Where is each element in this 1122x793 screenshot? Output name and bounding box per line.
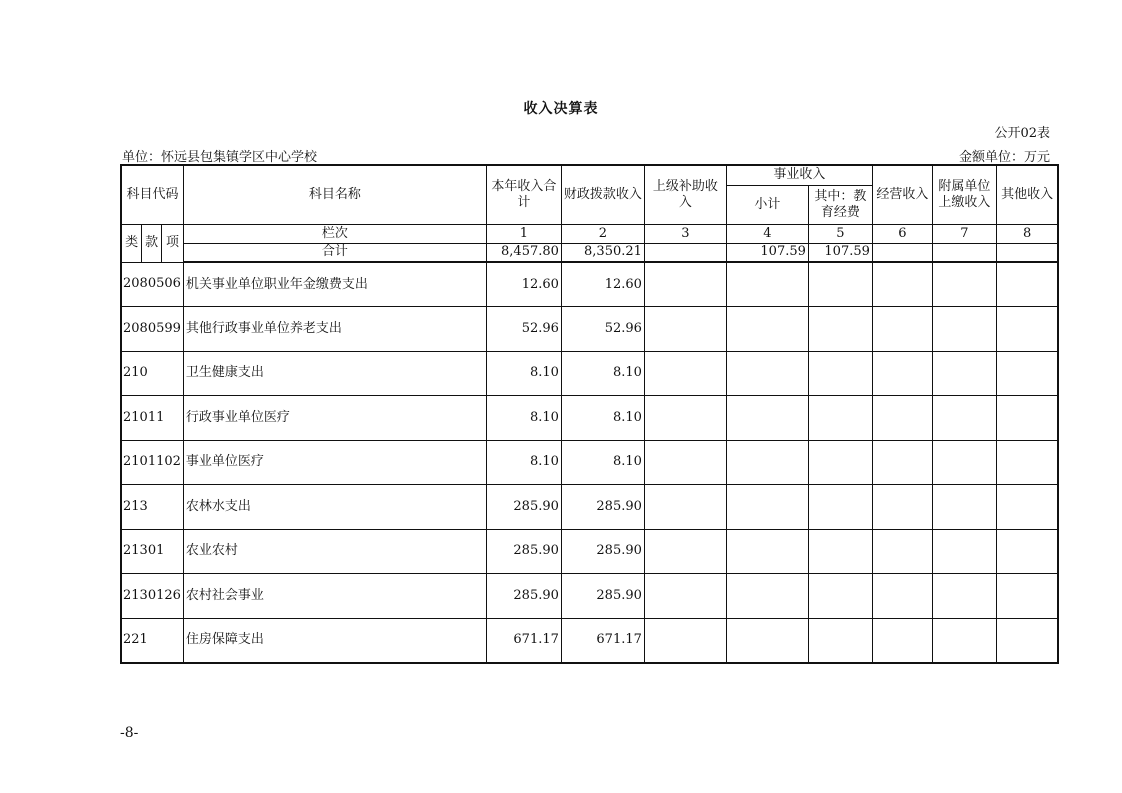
row-empty-cell <box>932 307 996 352</box>
header-superior-subsidy: 上级补助收入 <box>644 165 726 224</box>
col-number: 7 <box>932 224 996 243</box>
row-empty-cell <box>996 529 1058 574</box>
table-row <box>121 529 1058 574</box>
header-item: 款 <box>142 224 162 262</box>
table-row <box>121 618 1058 663</box>
row-total: 52.96 <box>486 307 561 352</box>
col-number: 6 <box>872 224 932 243</box>
total-value: 8,350.21 <box>561 243 644 262</box>
table-row <box>121 440 1058 485</box>
row-total: 285.90 <box>486 485 561 530</box>
row-code: 221 <box>121 618 183 663</box>
row-total: 285.90 <box>486 574 561 619</box>
row-empty-cell <box>932 574 996 619</box>
row-empty-cell <box>726 485 808 530</box>
row-name: 住房保障支出 <box>183 618 486 663</box>
row-empty-cell <box>808 485 872 530</box>
row-empty-cell <box>808 618 872 663</box>
table-row <box>121 485 1058 530</box>
amount-unit-label: 金额单位：万元 <box>958 150 1050 165</box>
header-subtotal: 小计 <box>726 185 808 224</box>
table-row <box>121 307 1058 352</box>
total-value: 107.59 <box>808 243 872 262</box>
row-empty-cell <box>808 574 872 619</box>
header-affiliated: 附属单位上缴收入 <box>932 165 996 224</box>
row-empty-cell <box>644 396 726 441</box>
row-fiscal: 12.60 <box>561 262 644 307</box>
col-number: 3 <box>644 224 726 243</box>
income-report-table <box>120 164 1059 664</box>
form-number: 公开02表 <box>994 126 1050 141</box>
row-empty-cell <box>726 262 808 307</box>
row-empty-cell <box>726 396 808 441</box>
row-empty-cell <box>644 440 726 485</box>
row-fiscal: 671.17 <box>561 618 644 663</box>
row-empty-cell <box>932 529 996 574</box>
col-number: 1 <box>486 224 561 243</box>
row-total: 8.10 <box>486 396 561 441</box>
report-title: 收入决算表 <box>523 101 599 117</box>
row-empty-cell <box>808 351 872 396</box>
row-empty-cell <box>644 307 726 352</box>
row-empty-cell <box>872 396 932 441</box>
row-empty-cell <box>996 485 1058 530</box>
total-value <box>932 243 996 262</box>
total-value: 107.59 <box>726 243 808 262</box>
row-empty-cell <box>996 440 1058 485</box>
row-name: 事业单位医疗 <box>183 440 486 485</box>
row-empty-cell <box>932 396 996 441</box>
row-code: 2080506 <box>121 262 183 307</box>
row-empty-cell <box>808 262 872 307</box>
page-number: -8- <box>120 725 139 741</box>
row-empty-cell <box>644 618 726 663</box>
row-fiscal: 8.10 <box>561 396 644 441</box>
row-empty-cell <box>644 351 726 396</box>
row-empty-cell <box>996 351 1058 396</box>
row-fiscal: 285.90 <box>561 574 644 619</box>
row-total: 8.10 <box>486 351 561 396</box>
header-code: 科目代码 <box>121 165 183 224</box>
row-code: 2130126 <box>121 574 183 619</box>
row-name: 机关事业单位职业年金缴费支出 <box>183 262 486 307</box>
row-name: 农村社会事业 <box>183 574 486 619</box>
row-empty-cell <box>872 618 932 663</box>
row-code: 21301 <box>121 529 183 574</box>
row-code: 21011 <box>121 396 183 441</box>
total-value <box>872 243 932 262</box>
header-edu-fee: 其中：教育经费 <box>808 185 872 224</box>
total-value <box>996 243 1058 262</box>
row-empty-cell <box>872 529 932 574</box>
row-fiscal: 8.10 <box>561 440 644 485</box>
row-empty-cell <box>932 262 996 307</box>
row-empty-cell <box>808 396 872 441</box>
row-empty-cell <box>726 440 808 485</box>
row-empty-cell <box>726 529 808 574</box>
col-number: 4 <box>726 224 808 243</box>
row-empty-cell <box>872 351 932 396</box>
row-total: 8.10 <box>486 440 561 485</box>
row-empty-cell <box>808 440 872 485</box>
row-code: 2080599 <box>121 307 183 352</box>
table-row <box>121 351 1058 396</box>
row-name: 其他行政事业单位养老支出 <box>183 307 486 352</box>
row-empty-cell <box>932 618 996 663</box>
row-empty-cell <box>872 440 932 485</box>
row-fiscal: 285.90 <box>561 485 644 530</box>
header-fiscal: 财政拨款收入 <box>561 165 644 224</box>
unit-label: 单位：怀远县包集镇学区中心学校 <box>122 150 318 165</box>
row-fiscal: 285.90 <box>561 529 644 574</box>
row-empty-cell <box>996 262 1058 307</box>
row-total: 671.17 <box>486 618 561 663</box>
table-row <box>121 574 1058 619</box>
row-empty-cell <box>996 574 1058 619</box>
row-empty-cell <box>872 307 932 352</box>
row-empty-cell <box>932 485 996 530</box>
row-name: 农业农村 <box>183 529 486 574</box>
header-name: 科目名称 <box>183 165 486 224</box>
col-number: 5 <box>808 224 872 243</box>
row-empty-cell <box>808 307 872 352</box>
col-number: 8 <box>996 224 1058 243</box>
row-total: 285.90 <box>486 529 561 574</box>
row-fiscal: 8.10 <box>561 351 644 396</box>
header-total-income: 本年收入合计 <box>486 165 561 224</box>
row-code: 213 <box>121 485 183 530</box>
total-label: 合计 <box>183 243 486 262</box>
data-rows <box>121 262 1058 663</box>
col-number: 2 <box>561 224 644 243</box>
total-value <box>644 243 726 262</box>
row-empty-cell <box>726 307 808 352</box>
total-value: 8,457.80 <box>486 243 561 262</box>
row-empty-cell <box>726 618 808 663</box>
row-empty-cell <box>644 485 726 530</box>
header-business-income: 事业收入 <box>726 165 872 185</box>
row-empty-cell <box>996 307 1058 352</box>
row-empty-cell <box>872 485 932 530</box>
row-name: 农林水支出 <box>183 485 486 530</box>
row-empty-cell <box>872 574 932 619</box>
row-empty-cell <box>726 351 808 396</box>
row-empty-cell <box>644 574 726 619</box>
header-column-no: 栏次 <box>183 224 486 243</box>
row-code: 210 <box>121 351 183 396</box>
row-empty-cell <box>932 351 996 396</box>
table-row <box>121 396 1058 441</box>
row-code: 2101102 <box>121 440 183 485</box>
header-other: 其他收入 <box>996 165 1058 224</box>
header-sub-item: 项 <box>162 224 184 262</box>
row-empty-cell <box>932 440 996 485</box>
row-empty-cell <box>872 262 932 307</box>
row-empty-cell <box>726 574 808 619</box>
row-empty-cell <box>808 529 872 574</box>
row-empty-cell <box>996 396 1058 441</box>
row-name: 行政事业单位医疗 <box>183 396 486 441</box>
row-fiscal: 52.96 <box>561 307 644 352</box>
row-empty-cell <box>996 618 1058 663</box>
row-empty-cell <box>644 529 726 574</box>
header-operating: 经营收入 <box>872 165 932 224</box>
row-name: 卫生健康支出 <box>183 351 486 396</box>
table-row <box>121 262 1058 307</box>
row-total: 12.60 <box>486 262 561 307</box>
header-class: 类 <box>121 224 142 262</box>
row-empty-cell <box>644 262 726 307</box>
